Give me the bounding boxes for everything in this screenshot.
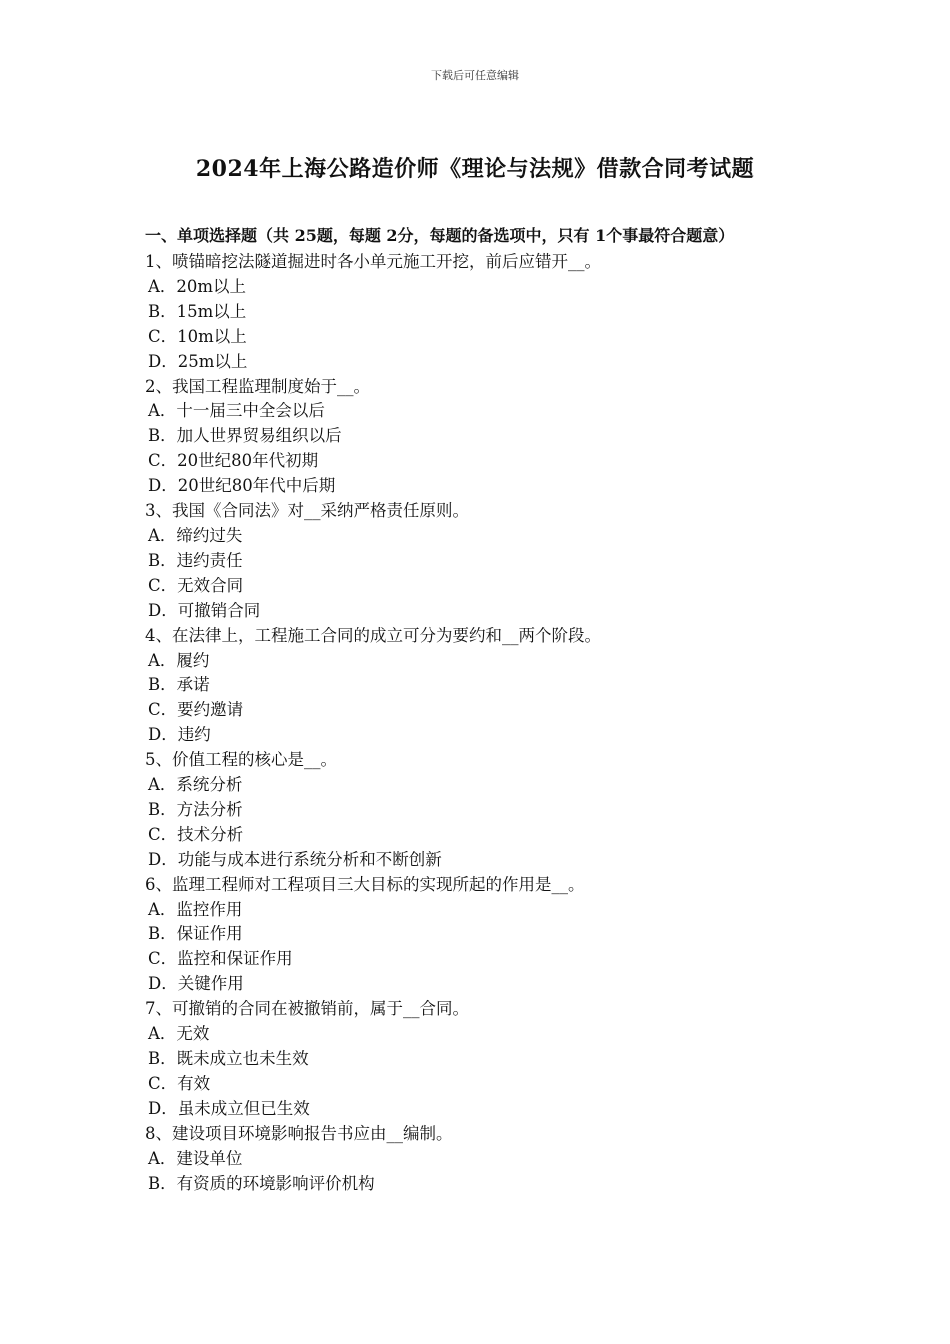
option-a: A．建设单位 bbox=[148, 1148, 243, 1168]
option-d: D．25m以上 bbox=[148, 351, 248, 371]
option-b: B．违约责任 bbox=[148, 550, 243, 570]
option-d: D．关键作用 bbox=[148, 974, 244, 994]
option-c: C．有效 bbox=[148, 1073, 211, 1093]
option-a: A．监控作用 bbox=[148, 899, 243, 919]
option-d: D．功能与成本进行系统分析和不断创新 bbox=[148, 849, 442, 869]
question-8 bbox=[145, 1122, 815, 1197]
option-d: D．违约 bbox=[148, 725, 211, 745]
question-stem: 3、我国《合同法》对__采纳严格责任原则。 bbox=[145, 501, 469, 521]
option-b: B．有资质的环境影响评价机构 bbox=[148, 1173, 375, 1193]
option-c: C．监控和保证作用 bbox=[148, 949, 293, 969]
question-3 bbox=[145, 499, 815, 624]
option-b: B．既未成立也未生效 bbox=[148, 1049, 309, 1068]
question-stem: 8、建设项目环境影响报告书应由__编制。 bbox=[145, 1123, 453, 1143]
option-c: C．10m以上 bbox=[148, 326, 247, 346]
question-5 bbox=[145, 748, 815, 873]
option-c: C．技术分析 bbox=[148, 824, 244, 844]
question-stem: 4、在法律上，工程施工合同的成立可分为要约和__两个阶段。 bbox=[145, 625, 601, 645]
option-a: A．20m以上 bbox=[148, 276, 247, 296]
question-stem: 2、我国工程监理制度始于__。 bbox=[145, 376, 370, 396]
option-c: C．要约邀请 bbox=[148, 700, 244, 720]
question-4 bbox=[145, 624, 815, 749]
option-a: A．无效 bbox=[148, 1024, 210, 1044]
option-d: D．20世纪80年代中后期 bbox=[148, 476, 336, 496]
option-b: B．15m以上 bbox=[148, 301, 247, 321]
option-c: C．无效合同 bbox=[148, 575, 244, 595]
option-d: D．可撤销合同 bbox=[148, 600, 261, 620]
option-b: B．方法分析 bbox=[148, 799, 243, 819]
question-stem: 6、监理工程师对工程项目三大目标的实现所起的作用是__。 bbox=[145, 874, 585, 894]
option-a: A．缔约过失 bbox=[148, 525, 243, 545]
document-body bbox=[145, 224, 815, 1196]
question-stem: 1、喷锚暗挖法隧道掘进时各小单元施工开挖，前后应错开__。 bbox=[145, 252, 601, 271]
document-title: 2024年上海公路造价师《理论与法规》借款合同考试题 bbox=[195, 156, 755, 182]
question-6 bbox=[145, 873, 815, 998]
section-heading: 一、单项选择题（共 25题，每题 2分，每题的备选项中，只有 1个事最符合题意） bbox=[145, 226, 735, 245]
question-7 bbox=[145, 997, 815, 1122]
option-a: A．十一届三中全会以后 bbox=[148, 401, 325, 421]
question-list bbox=[145, 250, 815, 1196]
question-stem: 7、可撤销的合同在被撤销前，属于__合同。 bbox=[145, 999, 469, 1019]
option-c: C．20世纪80年代初期 bbox=[148, 451, 319, 471]
option-b: B．承诺 bbox=[148, 675, 210, 695]
question-2 bbox=[145, 375, 815, 500]
header-note: 下载后可任意编辑 bbox=[431, 69, 519, 82]
option-b: B．保证作用 bbox=[148, 924, 243, 944]
option-d: D．虽未成立但已生效 bbox=[148, 1098, 310, 1118]
option-a: A．系统分析 bbox=[148, 775, 243, 795]
option-a: A．履约 bbox=[148, 650, 210, 670]
question-1 bbox=[145, 250, 815, 375]
option-b: B．加人世界贸易组织以后 bbox=[148, 426, 342, 446]
question-stem: 5、价值工程的核心是__。 bbox=[145, 750, 337, 770]
